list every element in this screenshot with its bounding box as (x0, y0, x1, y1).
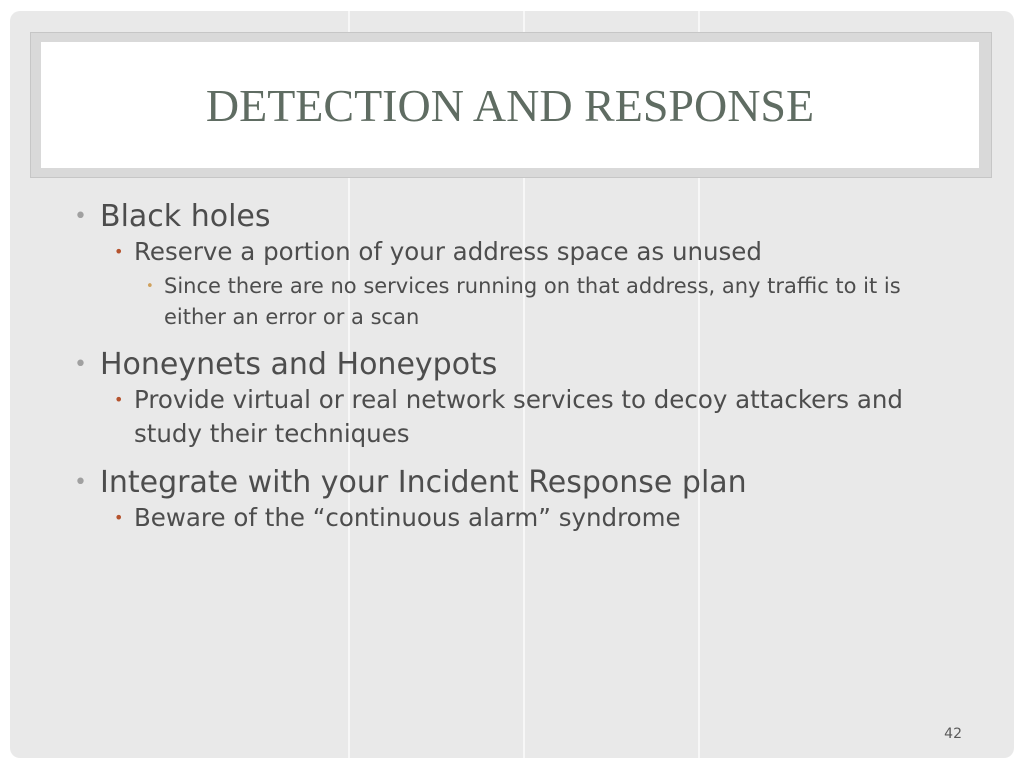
slide-title: DETECTION AND RESPONSE (205, 79, 815, 131)
title-frame (30, 32, 992, 178)
bullet-text: Beware of the “continuous alarm” syndrome (134, 503, 681, 532)
bullet-item (70, 465, 950, 501)
bullet-text: Black holes (100, 199, 271, 234)
bullet-item (70, 347, 950, 383)
bullet-marker: • (114, 390, 124, 409)
bullet-marker: • (146, 279, 154, 294)
bullet-marker: • (74, 204, 87, 229)
title-box (41, 42, 979, 168)
bullet-marker: • (74, 352, 87, 377)
slide (10, 11, 1014, 758)
bullet-text: Reserve a portion of your address space as unused (134, 237, 762, 266)
bullet-marker: • (114, 508, 124, 527)
bullet-text: Since there are no services running on that address, any traffic to it is either an error or a scan (164, 274, 901, 329)
page-number: 42 (944, 726, 962, 742)
bullet-marker: • (114, 242, 124, 261)
sub-bullet-item (70, 501, 950, 535)
bullet-marker: • (74, 470, 87, 495)
sub-sub-bullet-item (70, 271, 950, 333)
bullet-text: Provide virtual or real network services to decoy attackers and study their techniques (134, 385, 903, 448)
bullet-list (70, 199, 950, 535)
sub-bullet-item (70, 235, 950, 269)
bullet-text: Honeynets and Honeypots (100, 347, 498, 382)
bullet-item (70, 199, 950, 235)
sub-bullet-item (70, 383, 950, 451)
bullet-text: Integrate with your Incident Response plan (100, 465, 747, 500)
